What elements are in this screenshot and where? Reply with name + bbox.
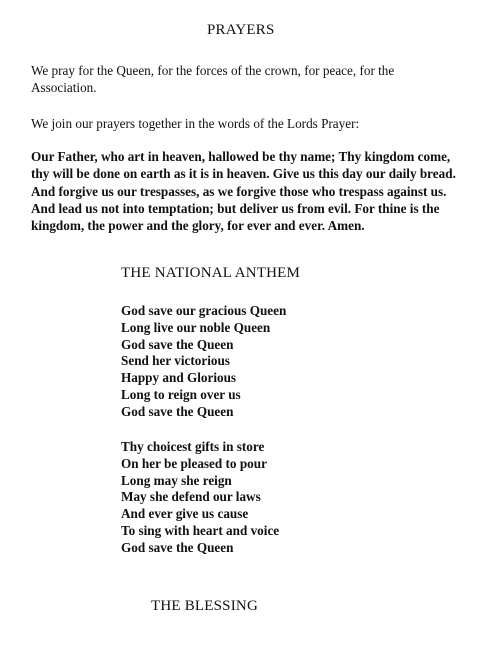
prayers-intro-paragraph: We pray for the Queen, for the forces of the crown, for peace, for the Association. <box>31 63 395 95</box>
verse-line: God save our gracious Queen <box>121 303 287 318</box>
anthem-verse-1 <box>121 303 286 421</box>
prayers-heading: PRAYERS <box>207 22 275 38</box>
verse-line: Happy and Glorious <box>121 370 237 386</box>
verse-line: On her be pleased to pour <box>121 455 267 471</box>
verse-line: God save the Queen <box>121 403 234 419</box>
lords-prayer-text: Our Father, who art in heaven, hallowed be thy name; Thy kingdom come, thy will be done on earth as it is in heaven. Give us this day our daily bread. And forgive us our trespasses, as we forgive those who trespass against us. And lead us not into temptation; but deliver us from evil. For thine is the kingdom, the power and the glory, for ever and ever. Amen. <box>31 149 456 234</box>
verse-line: God save the Queen <box>121 539 234 555</box>
verse-line: Long to reign over us <box>121 386 241 402</box>
verse-line: Send her victorious <box>121 353 230 369</box>
verse-line: Long may she reign <box>121 472 232 488</box>
verse-line: To sing with heart and voice <box>121 522 280 538</box>
verse-line: God save the Queen <box>121 336 234 352</box>
verse-line: Long live our noble Queen <box>121 319 271 335</box>
anthem-verse-2 <box>121 439 279 557</box>
verse-line: Thy choicest gifts in store <box>121 439 265 454</box>
verse-line: And ever give us cause <box>121 506 249 522</box>
verse-line: May she defend our laws <box>121 489 261 505</box>
lords-prayer-intro-paragraph: We join our prayers together in the words of the Lords Prayer: <box>31 116 360 131</box>
blessing-heading: THE BLESSING <box>151 598 258 614</box>
national-anthem-heading: THE NATIONAL ANTHEM <box>121 265 301 281</box>
